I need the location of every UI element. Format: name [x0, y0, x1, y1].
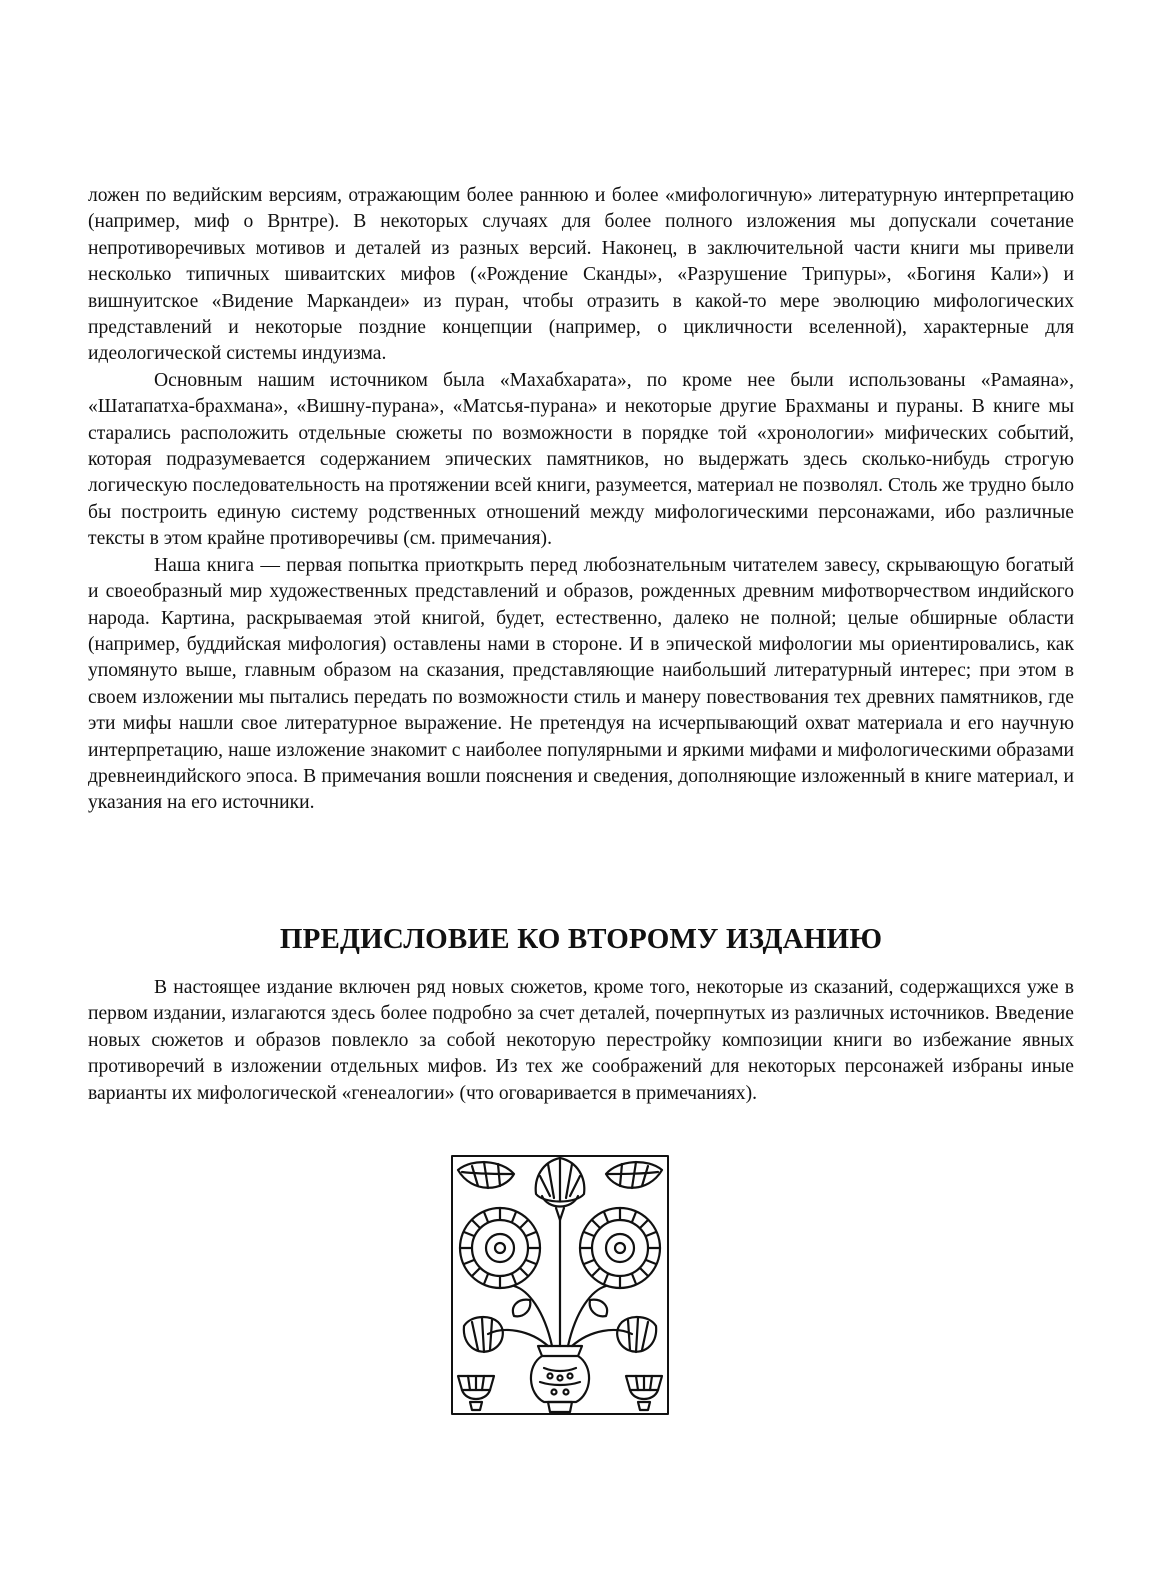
second-edition-text [88, 975, 1074, 1107]
floral-vase-ornament-icon [444, 1150, 676, 1420]
intro-text [88, 183, 1074, 817]
paragraph-continued: ложен по ведийским версиям, отражающим более раннюю и более «мифологичную» литературную интерпретацию (например, миф о Врнтре). В некоторых случаях для более полного изложения мы допускали сочетание непротиворечивых мотивов и деталей из разных версий. Наконец, в заключительной части книги мы привели несколько типичных шиваитских мифов («Рождение Сканды», «Разрушение Трипуры», «Богиня Кали») и вишнуитское «Видение Маркандеи» из пуран, чтобы отразить в какой-то мере эволюцию мифологических представлений и некоторые поздние концепции (например, о цикличности вселенной), характерные для идеологической системы индуизма. [88, 185, 1074, 365]
paragraph-book-purpose: Наша книга — первая попытка приоткрыть перед любознательным читателем завесу, скрывающую богатый и своеобразный мир художественных представлений и образов, рожденных древним мифотворчеством индийского народа. Картина, раскрываемая этой книгой, будет, естественно, далеко не полной; целые обширные области (например, буддийская мифология) оставлены нами в стороне. И в эпической мифологии мы ориентировались, как упомянуто выше, главным образом на сказания, представляющие наибольший литературный интерес; при этом в своем изложении мы пытались передать по возможности стиль и манеру повествования тех древних памятников, где эти мифы нашли свое литературное выражение. Не претендуя на исчерпывающий охват материала и его научную интерпретацию, наше изложение знакомит с наиболее популярными и яркими мифами и мифологическими образами древнеиндийского эпоса. В примечания вошли пояснения и сведения, дополняющие изложенный в книге материал, и указания на его источники. [88, 554, 1074, 814]
paragraph-sources: Основным нашим источником была «Махабхарата», по кроме нее были использованы «Рамаяна», «Шатапатха-брахмана», «Вишну-пурана», «Матсья-пурана» и некоторые другие Брахманы и пураны. В книге мы старались расположить отдельные сюжеты по возможности в порядке той «хронологии» мифических событий, которая подразумевается содержанием эпических памятников, но выдержать здесь сколько-нибудь строгую логическую последовательность на протяжении всей книги, разумеется, материал не позволял. Столь же трудно было бы построить единую систему родственных отношений между мифологическими персонажами, ибо различные тексты в этом крайне противоречивы (см. примечания). [88, 369, 1074, 550]
paragraph-second-edition: В настоящее издание включен ряд новых сюжетов, кроме того, некоторые из сказаний, содержащихся уже в первом издании, излагаются здесь более подробно за счет деталей, почерпнутых из различных источников. Введение новых сюжетов и образов повлекло за собой некоторую перестройку композиции книги во избежание явных противоречий в изложении отдельных мифов. Из тех же соображений для некоторых персонажей избраны иные варианты их мифологической «генеалогии» (что оговаривается в примечаниях). [88, 977, 1074, 1104]
section-heading: ПРЕДИСЛОВИЕ КО ВТОРОМУ ИЗДАНИЮ [279, 923, 883, 955]
